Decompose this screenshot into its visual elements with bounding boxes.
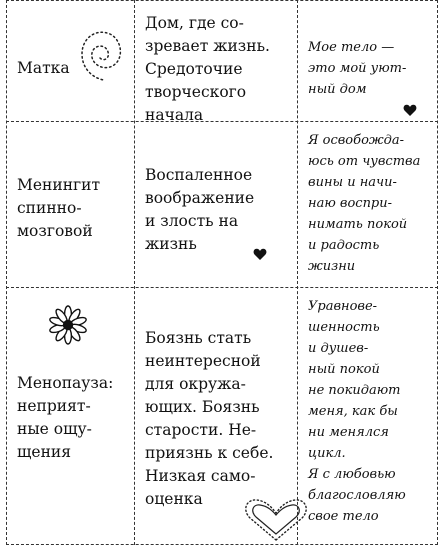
affirmation-text: меня, как бы: [308, 404, 398, 419]
row-divider: [6, 287, 438, 288]
affirmation-cell-meningitis: [308, 130, 420, 277]
affirmation-text: ный дом: [308, 82, 367, 97]
affirmation-text: это мой уют-: [308, 61, 407, 76]
problem-text: спинно-: [17, 199, 82, 217]
row-divider: [6, 544, 438, 545]
problem-text: мозговой: [17, 222, 93, 240]
cause-text: ющих. Боязнь: [145, 398, 260, 416]
affirmation-text: Мое тело —: [308, 40, 395, 55]
affirmation-text: шенность: [308, 320, 380, 335]
affirmation-text: не покидают: [308, 383, 401, 398]
cause-text: Низкая само-: [145, 467, 256, 485]
affirmation-text: цикл.: [308, 446, 346, 461]
cause-text: оценка: [145, 490, 203, 508]
problem-text: щения: [17, 443, 72, 461]
affirmation-text: наю воспри-: [308, 196, 393, 211]
problem-cell-uterus: [17, 57, 70, 80]
affirmation-text: благословляю: [308, 488, 406, 503]
problem-text: Менопауза:: [17, 374, 114, 392]
cause-cell-menopause: [145, 327, 273, 511]
problem-cell-meningitis: [17, 174, 100, 243]
affirmation-text: жизни: [308, 259, 356, 274]
affirmation-cell-menopause: [308, 296, 406, 527]
cause-text: Воспаленное: [145, 166, 253, 184]
cause-text: приязнь к себе.: [145, 444, 274, 462]
cause-text: жизнь: [145, 235, 197, 253]
cause-text: Дом, где со-: [145, 14, 244, 32]
affirmation-text: Я с любовью: [308, 467, 396, 482]
cause-text: начала: [145, 106, 204, 124]
spiral-doodle-icon: [78, 20, 128, 90]
cause-text: воображение: [145, 189, 255, 207]
column-divider: [437, 0, 438, 545]
cause-text: для окружа-: [145, 375, 246, 393]
problem-text: Матка: [17, 59, 70, 77]
affirmation-text: ный покой: [308, 362, 380, 377]
column-divider: [6, 0, 7, 545]
cause-text: Боязнь стать: [145, 329, 252, 347]
problem-cell-menopause: [17, 372, 113, 464]
affirmation-text: Я освобожда-: [308, 133, 405, 148]
cause-cell-meningitis: [145, 164, 254, 256]
cause-text: творческого: [145, 83, 247, 101]
column-divider: [297, 0, 298, 545]
heart-outline-doodle-icon: [240, 496, 312, 546]
cause-text: Средоточие: [145, 60, 243, 78]
cause-text: неинтересной: [145, 352, 261, 370]
column-divider: [134, 0, 135, 545]
affirmation-text: ни менялся: [308, 425, 389, 440]
heart-icon: [403, 104, 417, 117]
affirmation-cell-uterus: [308, 37, 406, 100]
daisy-flower-icon: [48, 305, 88, 345]
problem-text: ные ощу-: [17, 420, 92, 438]
affirmation-text: вины и начи-: [308, 175, 397, 190]
affirmation-text: юсь от чувства: [308, 154, 421, 169]
cause-text: и злость на: [145, 212, 239, 230]
affirmation-text: Уравнове-: [308, 299, 378, 314]
problem-text: неприят-: [17, 397, 91, 415]
affirmation-text: и душев-: [308, 341, 369, 356]
cause-cell-uterus: [145, 12, 270, 127]
heart-icon: [253, 248, 267, 261]
problem-text: Менингит: [17, 176, 101, 194]
cause-text: старости. Не-: [145, 421, 257, 439]
affirmation-text: и радость: [308, 238, 380, 253]
row-divider: [6, 0, 438, 1]
affirmation-text: свое тело: [308, 509, 379, 524]
affirmation-text: нимать покой: [308, 217, 408, 232]
cause-text: зревает жизнь.: [145, 37, 270, 55]
